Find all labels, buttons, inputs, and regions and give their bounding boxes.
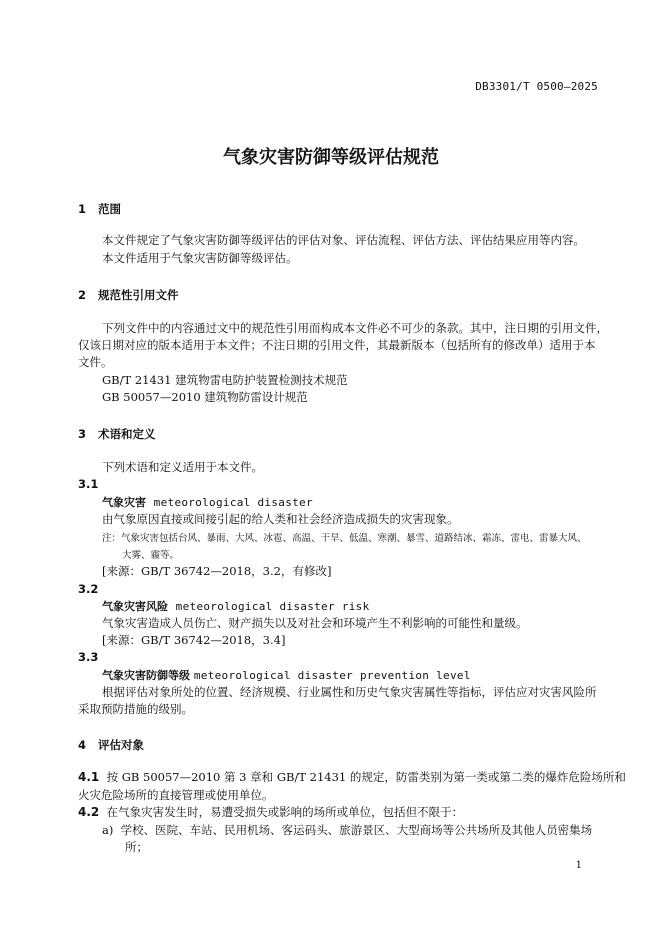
section-number: 3 [78,427,87,441]
section-heading-terms [78,426,156,442]
section-number: 2 [78,288,87,302]
term-en: meteorological disaster [153,496,313,509]
clause-line [78,804,463,821]
section-title: 范围 [98,202,121,216]
section-number: 1 [78,202,87,216]
section-heading-normative-references [78,287,179,303]
term-number: 3.3 [78,650,99,664]
clause-text: 按 GB 50057—2010 第 3 章和 GB/T 21431 的规定，防雷类别为第一类或第二类的爆炸危险场所和 [106,770,626,784]
term-source: [来源：GB/T 36742—2018，3.4] [102,633,286,647]
term-definition: 由气象原因直接或间接引起的给人类和社会经济造成损失的灾害现象。 [102,512,459,526]
reference-item: GB 50057—2010 建筑物防雷设计规范 [102,390,308,404]
note-line: 大雾、霾等。 [122,550,180,561]
document-title: 气象灾害防御等级评估规范 [223,147,439,168]
term-definition-line: 采取预防措施的级别。 [78,702,193,716]
term-en: meteorological disaster risk [175,600,370,613]
note-line: 注：气象灾害包括台风、暴雨、大风、冰雹、高温、干旱、低温、寒潮、暴雪、道路结冰、霜冻、雷电、雷暴大风、 [102,533,587,544]
paragraph-line: 下列文件中的内容通过文中的规范性引用而构成本文件必不可少的条款。其中，注日期的引用文件， [102,321,608,335]
list-item-continuation: 所； [125,840,148,854]
clause-number: 4.2 [78,805,100,819]
term-zh: 气象灾害防御等级 [102,669,190,682]
term-number: 3.1 [78,477,99,491]
section-title: 规范性引用文件 [98,288,179,302]
term-heading [102,598,370,614]
term-heading [102,667,471,683]
standard-number: DB3301/T 0500—2025 [475,80,598,93]
section-number: 4 [78,738,87,752]
list-item [102,822,592,839]
paragraph: 本文件适用于气象灾害防御等级评估。 [102,251,298,265]
clause-number: 4.1 [78,770,100,784]
paragraph-line: 文件。 [78,355,113,369]
list-label: a) [102,823,114,837]
paragraph: 本文件规定了气象灾害防御等级评估的评估对象、评估流程、评估方法、评估结果应用等内容。 [102,233,585,247]
section-heading-scope [78,201,121,217]
clause-text: 在气象灾害发生时，易遭受损失或影响的场所或单位，包括但不限于： [106,805,464,819]
page-number: 1 [575,860,582,871]
list-text: 学校、医院、车站、民用机场、客运码头、旅游景区、大型商场等公共场所及其他人员密集场 [120,823,593,837]
term-definition-line: 根据评估对象所处的位置、经济规模、行业属性和历史气象灾害属性等指标，评估应对灾害风险所 [102,685,597,699]
clause-line [78,769,626,786]
section-title: 评估对象 [98,738,144,752]
paragraph: 下列术语和定义适用于本文件。 [102,460,263,474]
term-source: [来源：GB/T 36742—2018，3.2，有修改] [102,564,332,578]
term-heading [102,494,313,510]
term-definition: 气象灾害造成人员伤亡、财产损失以及对社会和环境产生不利影响的可能性和量级。 [102,616,528,630]
term-zh: 气象灾害 [102,496,146,509]
paragraph-line: 仅该日期对应的版本适用于本文件；不注日期的引用文件，其最新版本（包括所有的修改单）适用于本 [78,338,596,352]
section-heading-assessment-objects [78,737,144,753]
clause-line: 火灾危险场所的直接管理或使用单位。 [78,788,274,802]
section-title: 术语和定义 [98,427,156,441]
term-zh: 气象灾害风险 [102,600,168,613]
reference-item: GB/T 21431 建筑物雷电防护装置检测技术规范 [102,373,348,387]
term-en: meteorological disaster prevention level [193,669,471,682]
term-number: 3.2 [78,582,99,596]
